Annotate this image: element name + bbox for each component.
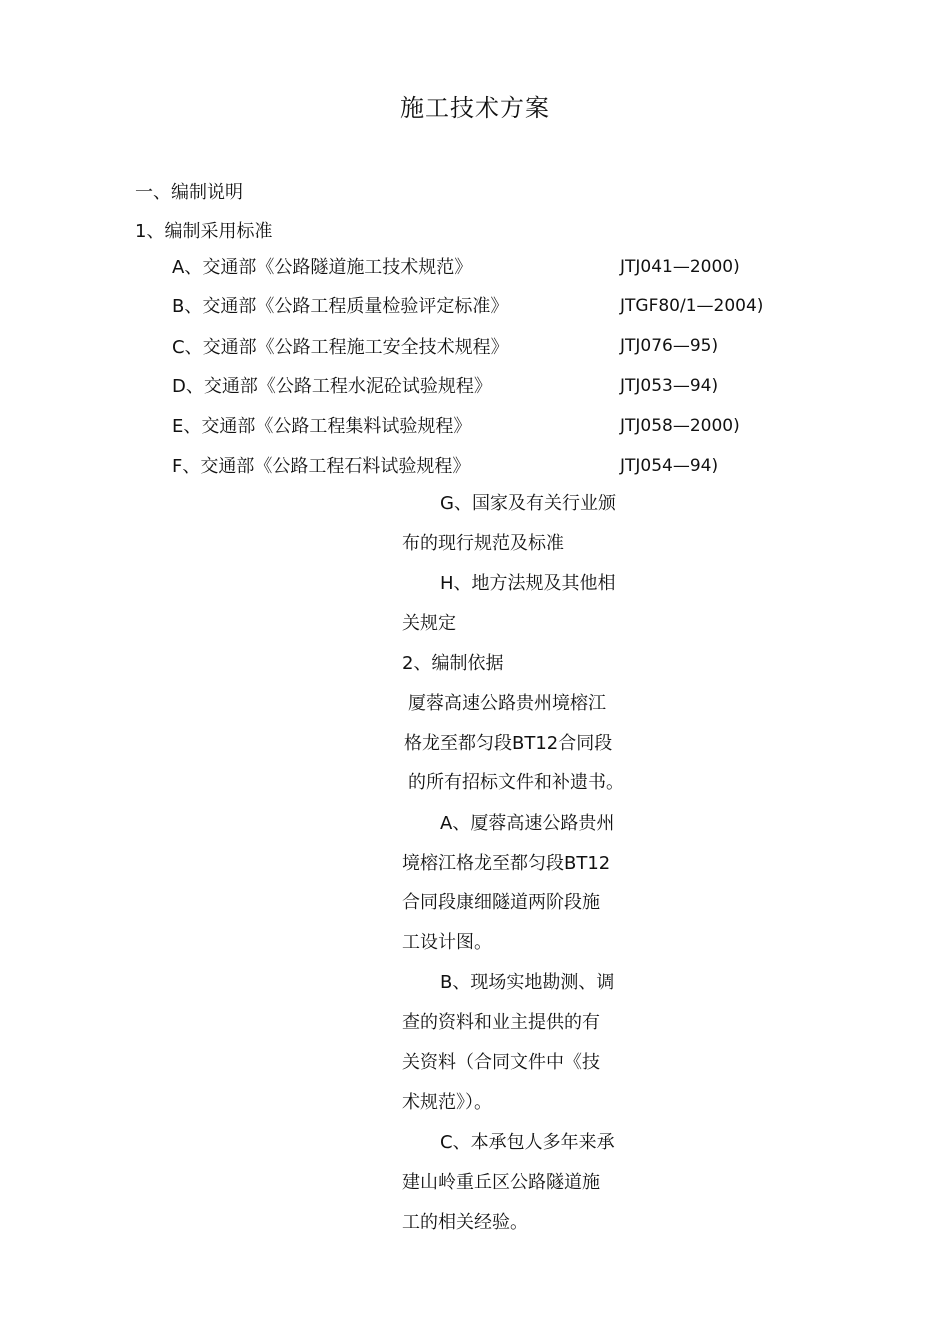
standard-code: JTJ053—94) xyxy=(620,376,719,396)
standard-code: JTJ076—95) xyxy=(620,336,719,356)
subsection-heading-basis: 2、编制依据 xyxy=(402,653,504,674)
body-line: A、厦蓉高速公路贵州 xyxy=(440,813,615,834)
body-line: G、国家及有关行业颁 xyxy=(440,493,616,514)
body-line: 查的资料和业主提供的有 xyxy=(402,1012,600,1033)
body-line: 关规定 xyxy=(402,613,456,634)
section-heading: 一、编制说明 xyxy=(135,182,243,203)
body-line: 术规范》）。 xyxy=(402,1092,492,1113)
body-line: 合同段康细隧道两阶段施 xyxy=(402,892,600,913)
body-line: 建山岭重丘区公路隧道施 xyxy=(402,1172,600,1193)
body-line: 工设计图。 xyxy=(402,932,492,953)
standard-code: JTJ058—2000) xyxy=(620,416,740,436)
standard-code: JTJ054—94) xyxy=(620,456,719,476)
body-line: B、现场实地勘测、调 xyxy=(440,972,615,993)
standard-name: A、交通部《公路隧道施工技术规范》 xyxy=(172,257,473,278)
body-line: 厦蓉高速公路贵州境榕江 xyxy=(408,693,606,714)
page-title: 施工技术方案 xyxy=(400,94,550,122)
body-line: 的所有招标文件和补遗书。 xyxy=(408,772,624,793)
standard-name: D、交通部《公路工程水泥砼试验规程》 xyxy=(172,376,492,397)
standard-name: F、交通部《公路工程石料试验规程》 xyxy=(172,456,471,477)
body-line: 布的现行规范及标准 xyxy=(402,533,564,554)
standard-name: C、交通部《公路工程施工安全技术规程》 xyxy=(172,337,509,358)
body-line: 工的相关经验。 xyxy=(402,1212,528,1233)
standard-code: JTGF80/1—2004) xyxy=(620,296,764,316)
body-line: 格龙至都匀段BT12合同段 xyxy=(404,733,613,754)
body-line: C、本承包人多年来承 xyxy=(440,1132,615,1153)
body-line: 关资料（合同文件中《技 xyxy=(402,1052,600,1073)
standard-name: E、交通部《公路工程集料试验规程》 xyxy=(172,416,472,437)
body-line: 境榕江格龙至都匀段BT12 xyxy=(402,853,611,874)
body-line: H、地方法规及其他相 xyxy=(440,573,616,594)
subsection-heading-standards: 1、编制采用标准 xyxy=(135,221,273,242)
standard-code: JTJ041—2000) xyxy=(620,257,740,277)
standard-name: B、交通部《公路工程质量检验评定标准》 xyxy=(172,296,509,317)
